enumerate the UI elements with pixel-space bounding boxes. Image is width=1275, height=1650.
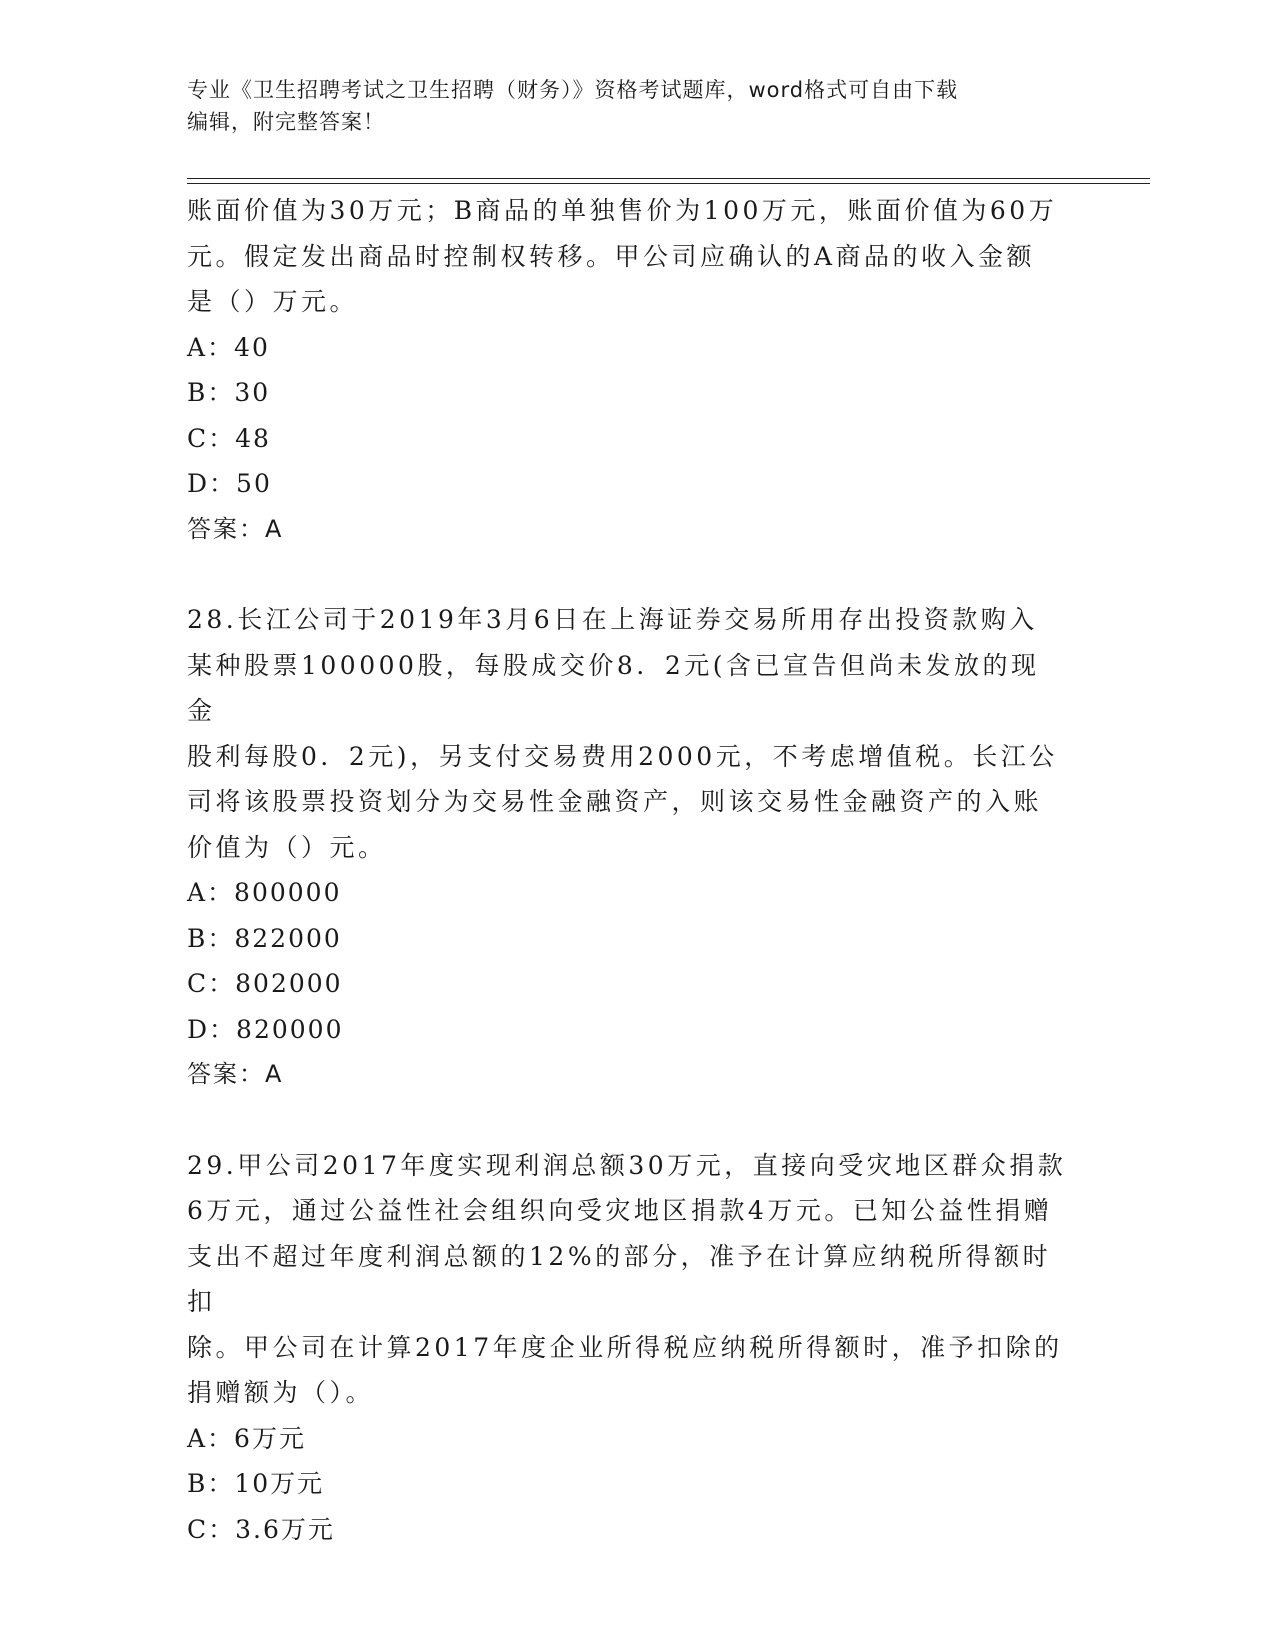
option-c: C：3.6万元 [187,1514,335,1544]
question-text-line: 28.长江公司于2019年3月6日在上海证券交易所用存出投资款购入 [187,605,1038,634]
answer-line: 答案：A [187,1060,284,1088]
option-a: A：40 [187,332,270,362]
question-text-line: 某种股票100000股，每股成交价8．2元(含已宣告但尚未发放的现金 [187,650,1040,725]
question-content [187,188,1067,1552]
option-c: C：48 [187,423,271,453]
option-b: B：10万元 [187,1469,325,1498]
question-28 [187,597,1067,1098]
question-text-line: 捐赠额为（）。 [187,1378,375,1407]
question-text-line: 支出不超过年度利润总额的12%的部分，准予在计算应纳税所得额时扣 [187,1241,1052,1316]
question-text-line: 29.甲公司2017年度实现利润总额30万元，直接向受灾地区群众捐款 [187,1150,1067,1180]
question-text-line: 价值为（）元。 [187,832,387,862]
question-text-line: 司将该股票投资划分为交易性金融资产，则该交易性金融资产的入账 [187,787,1043,816]
option-d: D：820000 [187,1014,344,1044]
spacer [187,552,1067,597]
question-text-line: 是（）万元。 [187,287,359,316]
option-c: C：802000 [187,969,343,998]
header-divider-top [187,178,1150,179]
header-line-2: 编辑，附完整答案！ [187,110,385,134]
document-header [187,74,1067,138]
option-b: B：30 [187,378,271,407]
question-29 [187,1143,1067,1553]
option-a: A：800000 [187,878,342,907]
header-divider-bottom [187,183,1150,184]
question-text-line: 股利每股0．2元)，另支付交易费用2000元，不考虑增值税。长江公 [187,741,1058,771]
spacer [187,1098,1067,1143]
option-b: B：822000 [187,923,342,953]
question-text-line: 6万元，通过公益性社会组织向受灾地区捐款4万元。已知公益性捐赠 [187,1196,1053,1225]
question-27 [187,188,1067,552]
question-text-line: 账面价值为30万元；B商品的单独售价为100万元，账面价值为60万 [187,196,1058,225]
header-line-1: 专业《卫生招聘考试之卫生招聘（财务）》资格考试题库，word格式可自由下载 [187,78,959,102]
option-a: A：6万元 [187,1423,306,1453]
question-text-line: 除。甲公司在计算2017年度企业所得税应纳税所得额时，准予扣除的 [187,1332,1063,1362]
answer-line: 答案：A [187,514,284,543]
option-d: D：50 [187,469,272,498]
question-text-line: 元。假定发出商品时控制权转移。甲公司应确认的A商品的收入金额 [187,241,1036,271]
